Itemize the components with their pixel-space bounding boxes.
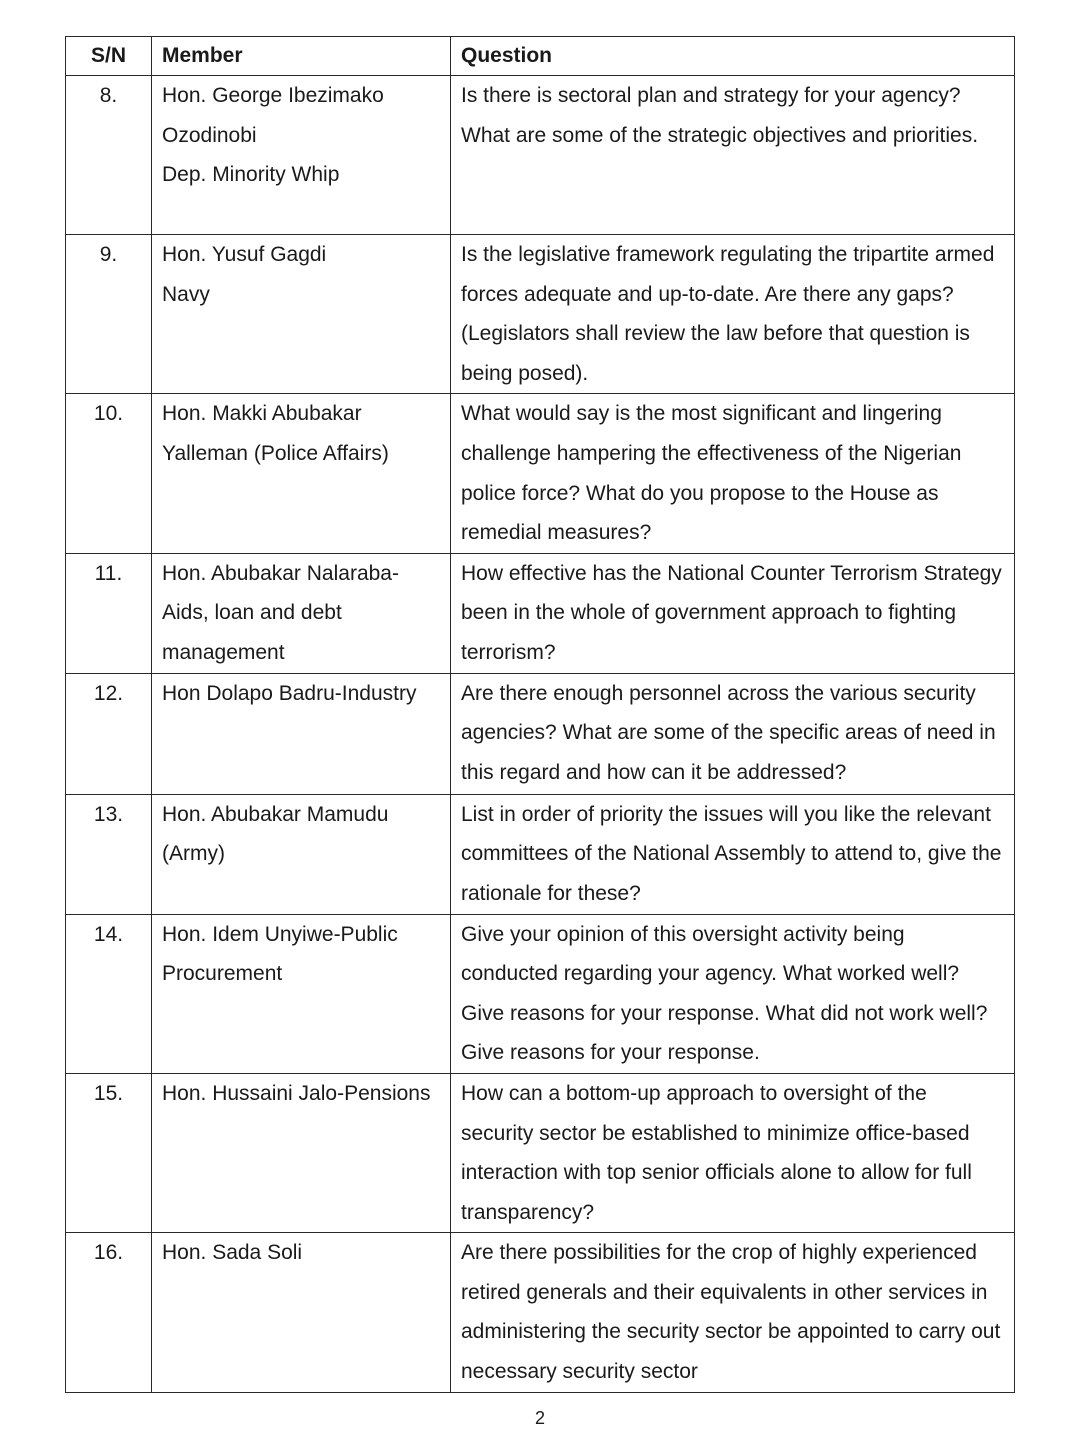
row-member <box>152 794 451 914</box>
member-line: Navy <box>162 282 210 306</box>
member-line: Hon. Yusuf Gagdi <box>162 243 327 266</box>
header-member: Member <box>152 37 451 76</box>
row-sn: 11. <box>66 553 152 673</box>
row-question <box>451 794 1015 914</box>
table-row <box>66 1233 1015 1392</box>
member-line: Ozodinobi <box>162 123 257 147</box>
row-member <box>152 673 451 794</box>
member-line: Hon. Abubakar Mamudu <box>162 802 389 826</box>
member-line: Hon. Sada Soli <box>162 1241 303 1265</box>
row-member <box>152 553 451 673</box>
row-sn: 14. <box>66 914 152 1073</box>
header-sn: S/N <box>66 37 152 76</box>
row-member <box>152 76 451 235</box>
member-line: (Army) <box>162 842 225 866</box>
row-sn: 15. <box>66 1073 152 1232</box>
row-question <box>451 914 1015 1073</box>
member-line: Aids, loan and debt <box>162 601 342 625</box>
row-question <box>451 76 1015 235</box>
question-text: What would say is the most significant and lingering challenge hampering the effectiveness of the Nigerian police force? What do you propose to the House as remedial measures? <box>461 402 962 545</box>
table-row <box>66 914 1015 1073</box>
table-row <box>66 673 1015 794</box>
table-header-row <box>66 37 1015 76</box>
table-row <box>66 1073 1015 1232</box>
question-text: Are there possibilities for the crop of highly experienced retired generals and their equivalents in other services in administering the security sector be appointed to carry out necessary security sector <box>461 1241 1001 1384</box>
header-question: Question <box>451 37 1015 76</box>
row-question <box>451 673 1015 794</box>
row-sn: 9. <box>66 235 152 394</box>
question-text: Are there enough personnel across the various security agencies? What are some of the specific areas of need in this regard and how can it be addressed? <box>461 681 996 784</box>
question-text: How effective has the National Counter Terrorism Strategy been in the whole of government approach to fighting terrorism? <box>461 561 1002 664</box>
member-line: Hon. Makki Abubakar <box>162 402 362 426</box>
table-row <box>66 794 1015 914</box>
row-member <box>152 394 451 553</box>
table-row <box>66 235 1015 394</box>
row-question <box>451 235 1015 394</box>
row-sn: 13. <box>66 794 152 914</box>
row-sn: 12. <box>66 673 152 794</box>
member-line: Dep. Minority Whip <box>162 163 340 187</box>
row-member <box>152 235 451 394</box>
question-text: How can a bottom-up approach to oversight of the security sector be established to minimize office-based interaction with top senior officials alone to allow for full transparency? <box>461 1081 972 1224</box>
member-line: Hon. George Ibezimako <box>162 84 384 107</box>
page-number: 2 <box>534 1408 545 1428</box>
table-row <box>66 394 1015 553</box>
row-member <box>152 1233 451 1392</box>
member-line: management <box>162 640 285 664</box>
member-line: Hon. Idem Unyiwe-Public <box>162 922 398 946</box>
member-line: Hon. Abubakar Nalaraba- <box>162 561 399 585</box>
table-row <box>66 76 1015 235</box>
row-sn: 10. <box>66 394 152 553</box>
row-member <box>152 914 451 1073</box>
row-member <box>152 1073 451 1232</box>
row-question <box>451 1233 1015 1392</box>
questions-table <box>65 36 1015 1393</box>
member-line: Yalleman (Police Affairs) <box>162 441 389 465</box>
row-question <box>451 394 1015 553</box>
question-text: Is the legislative framework regulating the tripartite armed forces adequate and up-to-date. Are there any gaps? (Legislators shall review the law before that question is being posed). <box>461 243 995 385</box>
question-text: Is there is sectoral plan and strategy for your agency? What are some of the strategic objectives and priorities. <box>461 84 979 147</box>
member-line: Hon Dolapo Badru-Industry <box>162 681 417 705</box>
member-line: Procurement <box>162 962 283 986</box>
question-text: List in order of priority the issues will you like the relevant committees of the National Assembly to attend to, give the rationale for these? <box>461 802 1002 905</box>
row-question <box>451 1073 1015 1232</box>
row-question <box>451 553 1015 673</box>
table-row <box>66 553 1015 673</box>
question-text: Give your opinion of this oversight activity being conducted regarding your agency. What worked well? Give reasons for your response. What did not work well? Give reasons for your response. <box>461 922 988 1065</box>
row-sn: 8. <box>66 76 152 235</box>
member-line: Hon. Hussaini Jalo-Pensions <box>162 1081 431 1105</box>
row-sn: 16. <box>66 1233 152 1392</box>
